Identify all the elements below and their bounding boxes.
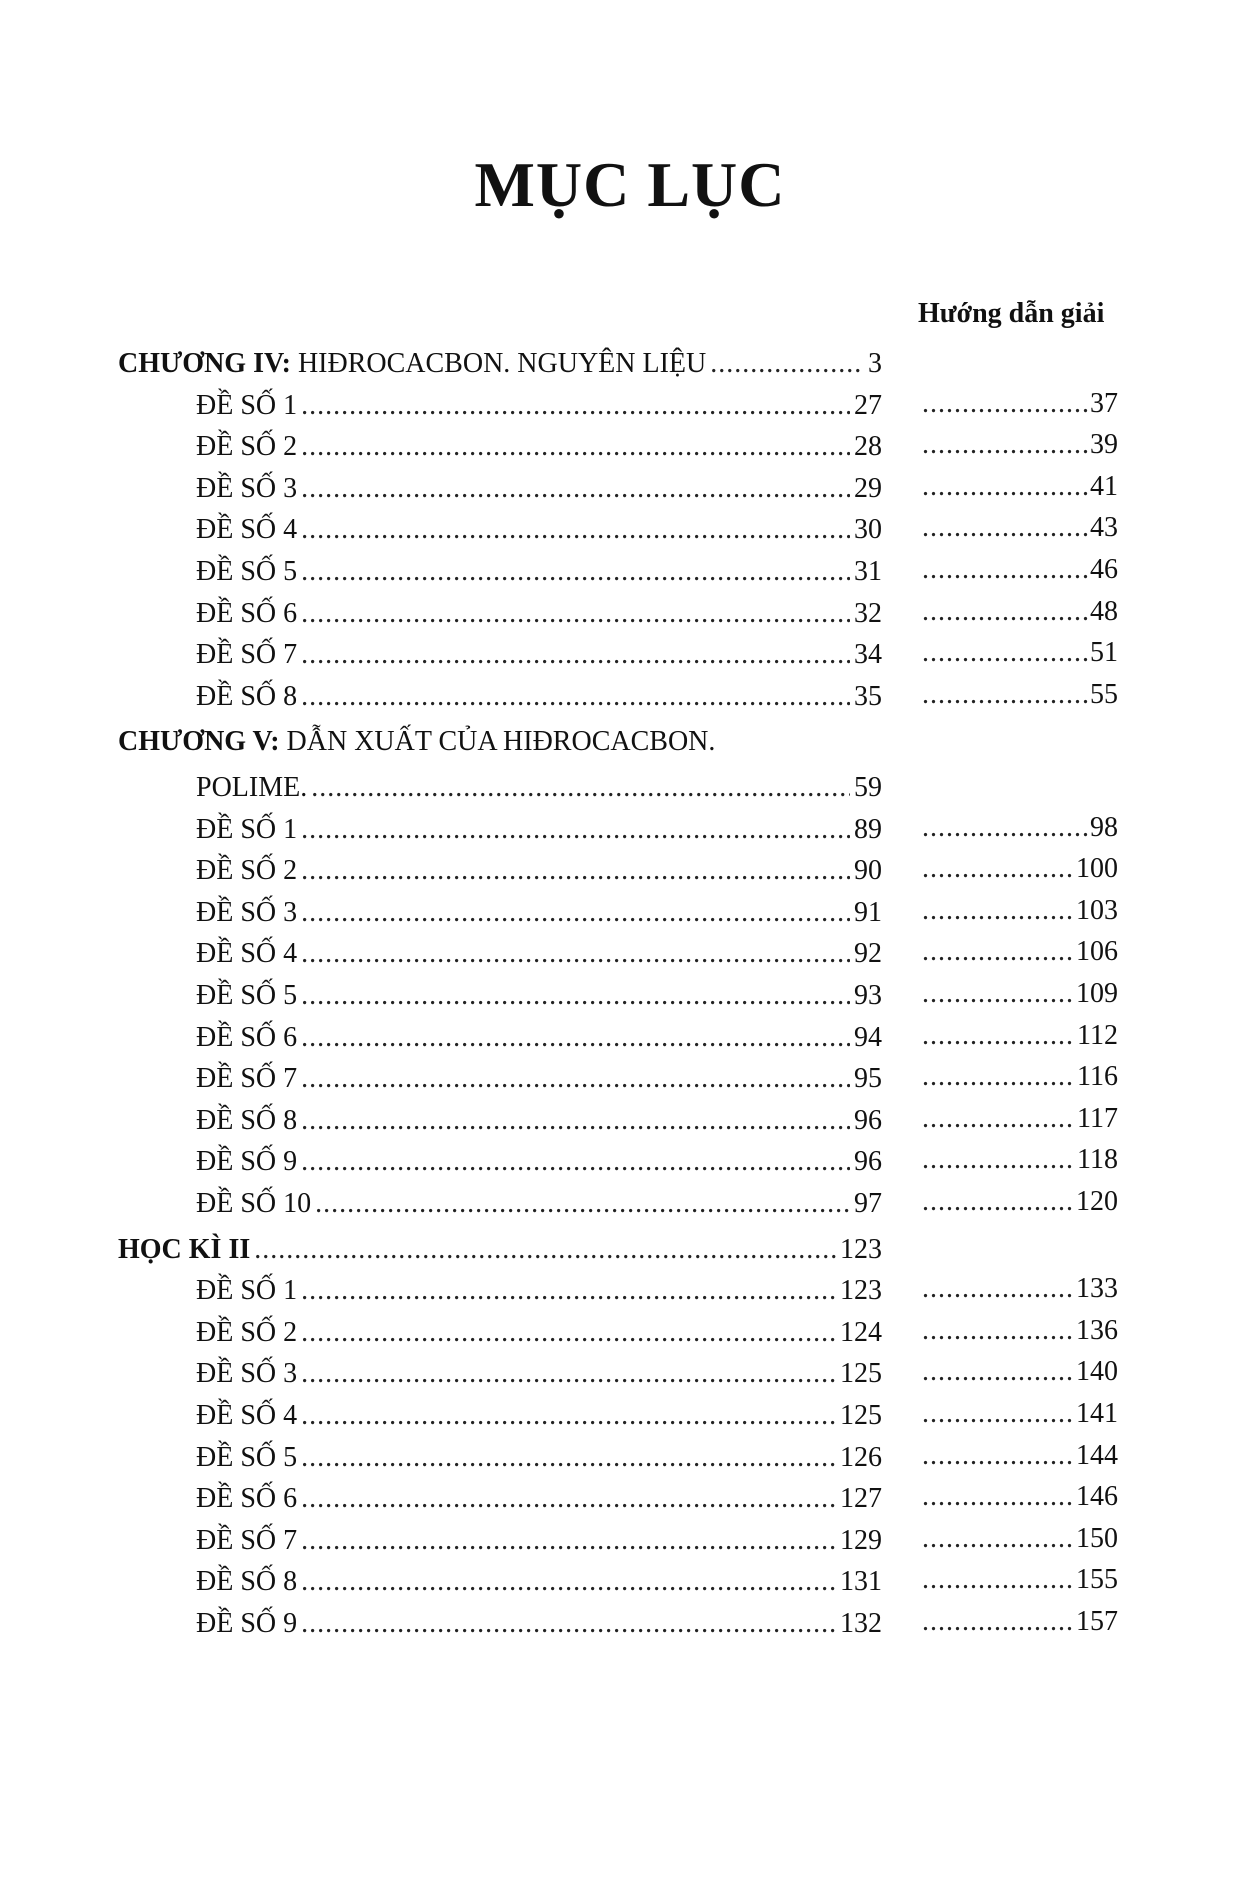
chapter-label [118,1230,250,1270]
exam-entry-row[interactable] [196,1059,882,1099]
exam-page-number: 95 [854,1063,882,1095]
dot-leader [922,849,1074,889]
dot-leader [922,1269,1074,1309]
dot-leader [922,633,1088,673]
dot-leader [922,592,1088,632]
solution-entry[interactable] [922,891,1118,931]
exam-page-number: 97 [854,1188,882,1219]
exam-entry-row[interactable] [196,677,882,717]
exam-label: ĐỀ SỐ 4 [196,1400,298,1431]
solution-entry[interactable] [922,1519,1118,1559]
dot-leader [922,1140,1075,1180]
exam-page-number: 29 [854,472,882,504]
dot-leader [301,934,850,974]
exam-entry-row[interactable] [196,851,882,891]
solution-page-number: 103 [1076,894,1118,926]
dot-leader [922,1057,1075,1097]
solution-page-number: 157 [1076,1606,1118,1637]
exam-entry-row[interactable] [196,552,882,592]
dot-leader [922,891,1074,931]
solution-page-number: 48 [1090,595,1118,627]
chapter-label-line2: POLIME. [196,772,308,803]
exam-label: ĐỀ SỐ 10 [196,1188,312,1219]
chapter-row[interactable] [118,722,882,762]
dot-leader [301,1562,836,1602]
exam-label: ĐỀ SỐ 1 [196,813,298,845]
solution-entry[interactable] [922,1560,1118,1600]
dot-leader [922,1099,1075,1139]
exam-label: ĐỀ SỐ 7 [196,639,298,671]
exam-page-number: 89 [854,813,882,845]
chapter-page-number: 59 [854,772,882,803]
solution-entry[interactable] [922,508,1118,548]
dot-leader [922,1311,1074,1351]
chapter-label-text: DẪN XUẤT CỦA HIĐROCACBON. [279,726,716,758]
exam-entry-row[interactable] [196,1354,882,1394]
chapter-label [118,722,715,762]
dot-leader [922,1560,1074,1600]
exam-page-number: 34 [854,639,882,671]
solution-page-number: 37 [1090,387,1118,419]
solution-entry[interactable] [922,932,1118,972]
dot-leader [922,675,1088,715]
chapter-page-number: 123 [840,1233,882,1265]
chapter-page-number: 3 [868,348,882,379]
dot-leader [301,677,850,717]
solution-page-number: 146 [1076,1481,1118,1513]
dot-leader [301,1604,836,1644]
solution-page-number: 100 [1076,853,1118,885]
exam-entry-row[interactable] [196,1479,882,1519]
dot-leader [301,510,850,550]
solution-entry[interactable] [922,592,1118,632]
solution-entry[interactable] [922,1602,1118,1642]
solution-page-number: 120 [1076,1186,1118,1217]
dot-leader [922,808,1088,848]
exam-page-number: 96 [854,1104,882,1136]
exam-label: ĐỀ SỐ 5 [196,556,298,587]
dot-leader [922,508,1088,548]
solution-page-number: 41 [1090,470,1118,502]
chapter-label [118,344,706,384]
solution-page-number: 43 [1090,512,1118,544]
exam-page-number: 125 [840,1400,882,1431]
exam-entry-row[interactable] [196,1271,882,1311]
chapter-row[interactable] [118,1230,882,1270]
dot-leader [301,1018,850,1058]
dot-leader [922,425,1088,465]
exam-page-number: 124 [840,1316,882,1348]
dot-leader [710,344,864,384]
exam-page-number: 35 [854,680,882,712]
solution-page-number: 98 [1090,811,1118,843]
exam-page-number: 27 [854,389,882,421]
exam-entry-row[interactable] [196,893,882,933]
exam-label: ĐỀ SỐ 3 [196,1358,298,1390]
solution-page-number: 46 [1090,554,1118,585]
dot-leader [301,1354,836,1394]
dot-leader [301,1313,836,1353]
exam-entry-row[interactable] [196,594,882,634]
exam-label: ĐỀ SỐ 6 [196,1483,298,1515]
dot-leader [315,1184,850,1224]
exam-page-number: 92 [854,938,882,970]
solution-page-number: 150 [1076,1522,1118,1554]
exam-entry-row[interactable] [196,1562,882,1602]
solution-page-number: 117 [1077,1102,1118,1134]
solution-entry[interactable] [922,467,1118,507]
solution-entry[interactable] [922,1311,1118,1351]
solution-page-number: 133 [1076,1273,1118,1305]
solution-entry[interactable] [922,633,1118,673]
solution-entry[interactable] [922,1352,1118,1392]
dot-leader [922,1436,1074,1476]
solution-page-number: 106 [1076,936,1118,968]
dot-leader [301,1438,836,1478]
exam-label: ĐỀ SỐ 7 [196,1063,298,1095]
dot-leader [301,1059,850,1099]
exam-label: ĐỀ SỐ 3 [196,472,298,504]
exam-entry-row[interactable] [196,1018,882,1058]
dot-leader [922,1182,1074,1222]
exam-entry-row[interactable] [196,386,882,426]
exam-page-number: 127 [840,1483,882,1515]
dot-leader [922,1477,1074,1517]
solution-page-number: 112 [1077,1019,1118,1051]
dot-leader [922,1519,1074,1559]
dot-leader [922,1394,1074,1434]
solution-entry[interactable] [922,808,1118,848]
exam-label: ĐỀ SỐ 2 [196,431,298,463]
exam-entry-row[interactable] [196,1142,882,1182]
dot-leader [254,1230,836,1270]
exam-label: ĐỀ SỐ 5 [196,980,298,1011]
dot-leader [922,384,1088,424]
exam-label: ĐỀ SỐ 8 [196,1566,298,1598]
exam-page-number: 90 [854,855,882,887]
dot-leader [301,976,850,1016]
solution-page-number: 118 [1077,1144,1118,1176]
dot-leader [922,974,1074,1014]
exam-label: ĐỀ SỐ 1 [196,1275,298,1307]
dot-leader [301,1479,836,1519]
exam-page-number: 131 [840,1566,882,1598]
exam-label: ĐỀ SỐ 8 [196,680,298,712]
solution-entry[interactable] [922,550,1118,590]
solution-entry[interactable] [922,1057,1118,1097]
dot-leader [301,1271,836,1311]
dot-leader [301,1396,836,1436]
exam-page-number: 123 [840,1275,882,1307]
solution-page-number: 39 [1090,429,1118,461]
dot-leader [922,932,1074,972]
dot-leader [301,1521,836,1561]
dot-leader [301,1101,850,1141]
solution-page-number: 155 [1076,1564,1118,1596]
exam-entry-row[interactable] [196,1184,882,1224]
guide-column-header: Hướng dẫn giải [918,298,1105,329]
exam-entry-row[interactable] [196,976,882,1016]
exam-label: ĐỀ SỐ 5 [196,1441,298,1473]
solution-entry[interactable] [922,1099,1118,1139]
exam-entry-row[interactable] [196,1101,882,1141]
exam-label: ĐỀ SỐ 3 [196,896,298,928]
solution-page-number: 144 [1076,1439,1118,1471]
exam-entry-row[interactable] [196,635,882,675]
solution-page-number: 141 [1076,1398,1118,1429]
exam-label: ĐỀ SỐ 7 [196,1524,298,1556]
solution-entry[interactable] [922,974,1118,1014]
exam-entry-row[interactable] [196,934,882,974]
chapter-row[interactable] [118,344,882,384]
exam-page-number: 132 [840,1608,882,1639]
solution-entry[interactable] [922,1436,1118,1476]
exam-page-number: 91 [854,896,882,928]
exam-label: ĐỀ SỐ 1 [196,389,298,421]
exam-page-number: 125 [840,1358,882,1390]
solution-entry[interactable] [922,1477,1118,1517]
exam-entry-row[interactable] [196,1604,882,1644]
exam-page-number: 28 [854,431,882,463]
dot-leader [922,1602,1074,1642]
chapter-label-bold: CHƯƠNG V: [118,726,280,758]
exam-entry-row[interactable] [196,510,882,550]
solution-page-number: 136 [1076,1314,1118,1346]
exam-entry-row[interactable] [196,810,882,850]
solution-entry[interactable] [922,1269,1118,1309]
dot-leader [301,469,850,509]
solution-page-number: 109 [1076,978,1118,1009]
exam-label: ĐỀ SỐ 2 [196,1316,298,1348]
dot-leader [922,550,1088,590]
exam-page-number: 31 [854,556,882,587]
exam-page-number: 129 [840,1524,882,1556]
exam-page-number: 96 [854,1146,882,1178]
chapter-label-text: HIĐROCACBON. NGUYÊN LIỆU [290,348,707,379]
dot-leader [922,467,1088,507]
chapter-label-bold: HỌC KÌ II [118,1233,251,1265]
dot-leader [301,1142,850,1182]
solution-entry[interactable] [922,849,1118,889]
dot-leader [301,635,850,675]
exam-page-number: 30 [854,514,882,546]
exam-label: ĐỀ SỐ 6 [196,597,298,629]
solution-entry[interactable] [922,1182,1118,1222]
dot-leader [301,851,850,891]
exam-entry-row[interactable] [196,1521,882,1561]
exam-entry-row[interactable] [196,469,882,509]
exam-label: ĐỀ SỐ 4 [196,514,298,546]
dot-leader [922,1016,1075,1056]
exam-label: ĐỀ SỐ 6 [196,1021,298,1053]
exam-label: ĐỀ SỐ 9 [196,1146,298,1178]
solution-entry[interactable] [922,675,1118,715]
dot-leader [301,427,850,467]
exam-entry-row[interactable] [196,1313,882,1353]
exam-label: ĐỀ SỐ 8 [196,1104,298,1136]
dot-leader [301,594,850,634]
solution-entry[interactable] [922,384,1118,424]
dot-leader [301,386,850,426]
solution-page-number: 55 [1090,678,1118,710]
solution-entry[interactable] [922,1394,1118,1434]
solution-page-number: 140 [1076,1356,1118,1388]
exam-page-number: 94 [854,1021,882,1053]
exam-entry-row[interactable] [196,427,882,467]
dot-leader [301,893,850,933]
dot-leader [311,768,850,808]
exam-page-number: 126 [840,1441,882,1473]
page-title: MỤC LỤC [474,149,786,220]
exam-entry-row[interactable] [196,1438,882,1478]
exam-label: ĐỀ SỐ 9 [196,1608,298,1639]
exam-entry-row[interactable] [196,1396,882,1436]
dot-leader [922,1352,1074,1392]
exam-label: ĐỀ SỐ 2 [196,855,298,887]
solution-entry[interactable] [922,425,1118,465]
solution-entry[interactable] [922,1140,1118,1180]
exam-page-number: 32 [854,597,882,629]
chapter-label-bold: CHƯƠNG IV: [118,348,291,379]
solution-entry[interactable] [922,1016,1118,1056]
solution-page-number: 116 [1077,1061,1118,1093]
exam-page-number: 93 [854,980,882,1011]
exam-label: ĐỀ SỐ 4 [196,938,298,970]
solution-page-number: 51 [1090,637,1118,669]
chapter-row-continued[interactable] [196,768,882,808]
dot-leader [301,552,850,592]
dot-leader [301,810,850,850]
